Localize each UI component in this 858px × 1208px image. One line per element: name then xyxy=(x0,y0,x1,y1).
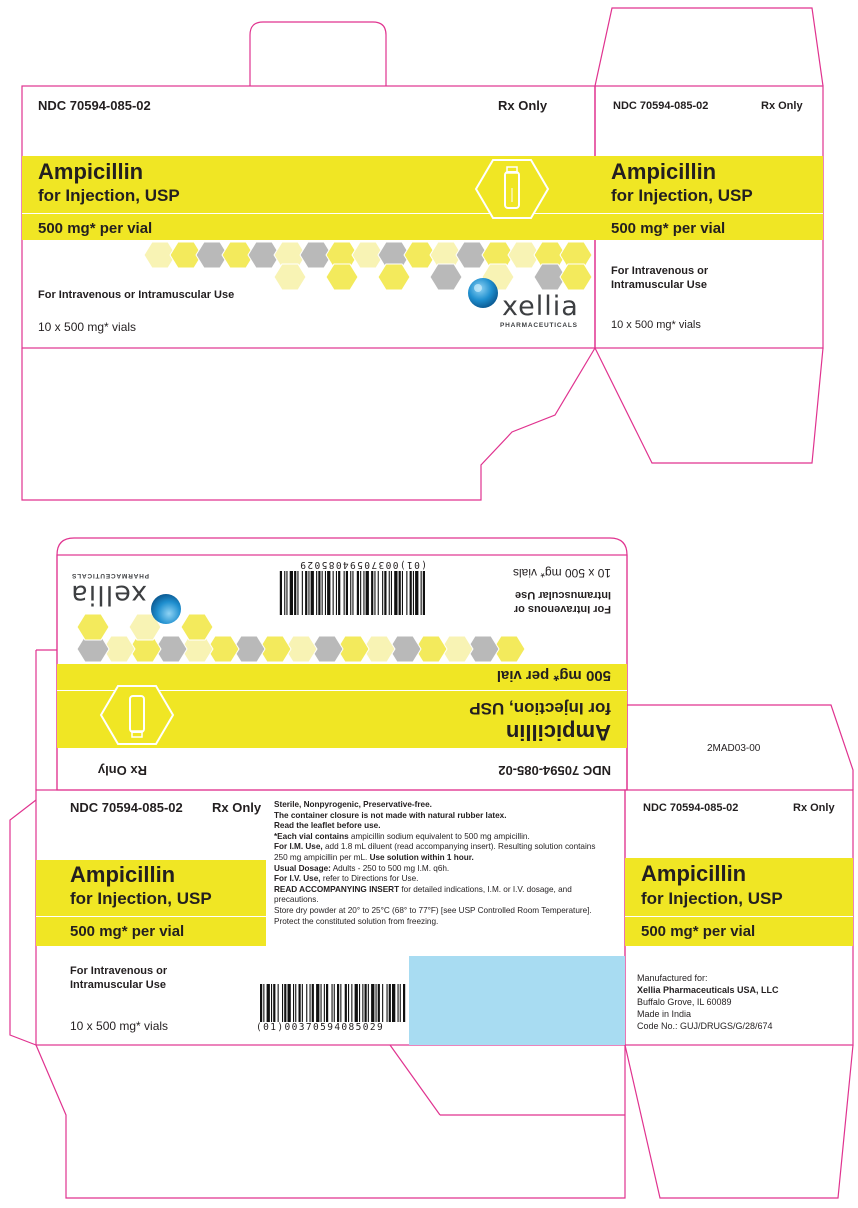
barcode-bar xyxy=(267,984,270,1022)
info-each-vial-label: *Each vial contains xyxy=(274,831,349,841)
barcode-bar xyxy=(316,571,317,615)
barcode-bar xyxy=(295,984,296,1022)
route-of-use-line2: Intramuscular Use xyxy=(70,979,166,991)
barcode-bar xyxy=(366,571,369,615)
back-panel-rotated xyxy=(57,555,627,790)
barcode-bar xyxy=(271,984,272,1022)
strength-divider xyxy=(625,916,853,917)
info-line-leaflet: Read the leaflet before use. xyxy=(274,821,381,831)
barcode-bar xyxy=(378,984,380,1022)
barcode-bar xyxy=(389,984,391,1022)
side-panel-top xyxy=(595,86,823,348)
barcode-bar xyxy=(410,571,412,615)
package-count: 10 x 500 mg* vials xyxy=(70,1019,169,1033)
barcode-bar xyxy=(384,571,386,615)
product-strength: 500 mg* per vial xyxy=(641,923,756,940)
barcode-bar xyxy=(312,984,314,1022)
barcode-bar xyxy=(299,984,301,1022)
product-name: Ampicillin xyxy=(38,159,144,184)
product-subtitle: for Injection, USP xyxy=(38,186,180,205)
side-panel-bottom xyxy=(625,790,853,1045)
info-storage-text: Store dry powder at 20° to 25°C (68° to 77°F) [see USP Controlled Room Temperature]. Protect the constituted solution from freezing. xyxy=(274,905,592,926)
barcode-bar xyxy=(391,571,392,615)
ndc-number: NDC 70594-085-02 xyxy=(38,98,151,113)
barcode-bar xyxy=(355,984,358,1022)
barcode-bar xyxy=(302,984,303,1022)
ndc-number: NDC 70594-085-02 xyxy=(498,763,611,778)
barcode-bar xyxy=(260,984,262,1022)
barcode-bar xyxy=(293,984,294,1022)
rx-only-label: Rx Only xyxy=(97,763,147,778)
rx-only-label: Rx Only xyxy=(761,100,803,112)
barcode-bar xyxy=(344,571,345,615)
package-count: 10 x 500 mg* vials xyxy=(512,566,611,580)
barcode-bar xyxy=(350,571,351,615)
product-name: Ampicillin xyxy=(70,862,176,887)
strength-divider xyxy=(36,916,266,917)
product-subtitle: for Injection, USP xyxy=(469,699,611,718)
barcode-bar xyxy=(322,571,323,615)
barcode-bar xyxy=(376,984,377,1022)
barcode-bar xyxy=(282,984,283,1022)
info-insert-label: READ ACCOMPANYING INSERT xyxy=(274,884,400,894)
barcode-bar xyxy=(316,984,319,1022)
barcode-bar xyxy=(338,571,340,615)
info-each-vial-text: ampicillin sodium equivalent to 500 mg ampicillin. xyxy=(348,831,530,841)
barcode-bar xyxy=(365,984,367,1022)
info-insert-text: for detailed indications, I.M. or I.V. dosage, and precautions. xyxy=(274,884,572,905)
manufacturer-city: Buffalo Grove, IL 60089 xyxy=(637,997,732,1007)
barcode-bar xyxy=(400,984,401,1022)
manufacturer-label: Manufactured for: xyxy=(637,973,708,983)
route-of-use-line2: Intramuscular Use xyxy=(515,589,611,601)
barcode-bar xyxy=(278,984,279,1022)
barcode-bar xyxy=(378,571,379,615)
product-information xyxy=(274,800,610,927)
barcode-bar xyxy=(394,571,397,615)
front-panel-top xyxy=(22,86,595,348)
barcode-bar xyxy=(423,571,425,615)
barcode-bar xyxy=(308,571,309,615)
rx-only-label: Rx Only xyxy=(212,800,262,815)
info-line-sterile: Sterile, Nonpyrogenic, Preservative-free. xyxy=(274,800,432,809)
route-of-use-line1: For Intravenous or xyxy=(611,265,709,277)
product-subtitle: for Injection, USP xyxy=(70,889,212,908)
barcode-bar xyxy=(297,571,298,615)
rx-only-label: Rx Only xyxy=(793,802,835,814)
info-im-use-text: add 1.8 mL diluent (read accompanying insert). Resulting solution contains 250 mg ampicillin per mL. xyxy=(274,842,596,862)
barcode-bar xyxy=(406,571,407,615)
hexagon-pattern xyxy=(142,240,595,292)
barcode-bar xyxy=(403,984,405,1022)
manufacturer-block xyxy=(637,972,847,1032)
barcode-bar xyxy=(288,984,291,1022)
vial-hexagon-icon xyxy=(474,158,550,220)
barcode-bar xyxy=(402,571,403,615)
vial-hexagon-icon xyxy=(99,684,175,746)
manufacturer-code: Code No.: GUJ/DRUGS/G/28/674 xyxy=(637,1021,773,1031)
info-dosage-label: Usual Dosage: xyxy=(274,863,331,873)
barcode-bar xyxy=(284,984,286,1022)
barcode-bar xyxy=(294,571,296,615)
product-name: Ampicillin xyxy=(611,159,717,184)
barcode-digits: (01)00370594085029 xyxy=(256,1022,385,1033)
barcode-bar xyxy=(421,571,422,615)
barcode-bar xyxy=(363,571,364,615)
info-iv-use-text: refer to Directions for Use. xyxy=(320,874,419,884)
barcode-bar xyxy=(415,571,418,615)
manufacturer-company: Xellia Pharmaceuticals USA, LLC xyxy=(637,985,779,995)
front-panel-bottom xyxy=(36,790,625,1045)
product-subtitle: for Injection, USP xyxy=(641,889,783,908)
barcode-bar xyxy=(311,571,314,615)
product-strength: 500 mg* per vial xyxy=(70,923,185,940)
barcode-bar xyxy=(325,571,326,615)
barcode-digits: (01)00370594085029 xyxy=(298,559,427,570)
artwork-code: 2MAD03-00 xyxy=(707,743,761,754)
barcode-bar xyxy=(389,571,390,615)
barcode-bar xyxy=(351,984,352,1022)
barcode-bar xyxy=(368,984,369,1022)
barcode-bar xyxy=(413,571,414,615)
route-of-use: For Intravenous or Intramuscular Use xyxy=(38,289,235,301)
barcode-bar xyxy=(357,571,359,615)
barcode-bar xyxy=(290,571,293,615)
barcode-bar xyxy=(318,571,320,615)
barcode-bar xyxy=(345,984,347,1022)
barcode-bar xyxy=(305,571,307,615)
barcode-bar xyxy=(398,984,399,1022)
barcode-bar xyxy=(359,984,360,1022)
barcode-bar xyxy=(374,571,375,615)
logo-subtitle: PHARMACEUTICALS xyxy=(500,322,578,329)
barcode xyxy=(277,571,427,615)
route-of-use-line1: For Intravenous or xyxy=(70,965,168,977)
barcode-bar xyxy=(346,571,348,615)
barcode-bar xyxy=(387,984,388,1022)
product-name: Ampicillin xyxy=(641,861,747,886)
barcode-bar xyxy=(326,984,328,1022)
info-iv-use-label: For I.V. Use, xyxy=(274,874,321,884)
product-subtitle: for Injection, USP xyxy=(611,186,753,205)
barcode-bar xyxy=(340,984,341,1022)
barcode-bar xyxy=(334,984,335,1022)
barcode-bar xyxy=(336,571,337,615)
product-strength: 500 mg* per vial xyxy=(611,220,726,237)
barcode-bar xyxy=(337,984,339,1022)
barcode-bar xyxy=(371,571,373,615)
info-dosage-text: Adults - 250 to 500 mg I.M. q6h. xyxy=(330,863,450,873)
product-strength: 500 mg* per vial xyxy=(496,667,611,684)
blue-sphere-icon xyxy=(149,592,183,626)
info-im-use-warning: Use solution within 1 hour. xyxy=(367,852,474,862)
package-count: 10 x 500 mg* vials xyxy=(38,320,137,334)
strength-divider xyxy=(595,213,823,214)
barcode xyxy=(258,984,408,1022)
product-strength: 500 mg* per vial xyxy=(38,220,153,237)
barcode-bar xyxy=(360,571,361,615)
barcode-bar xyxy=(263,984,264,1022)
logo-subtitle: PHARMACEUTICALS xyxy=(71,572,149,579)
barcode-bar xyxy=(371,984,374,1022)
barcode-bar xyxy=(399,571,401,615)
ndc-number: NDC 70594-085-02 xyxy=(643,802,739,814)
barcode-bar xyxy=(348,984,349,1022)
route-of-use-line1: For Intravenous or xyxy=(513,603,611,615)
logo-wordmark: xellia xyxy=(502,291,579,322)
barcode-bar xyxy=(310,984,311,1022)
barcode-bar xyxy=(273,984,275,1022)
blue-sphere-icon xyxy=(466,276,500,310)
barcode-bar xyxy=(392,984,395,1022)
barcode-bar xyxy=(332,984,333,1022)
logo-wordmark: xellia xyxy=(70,579,147,610)
info-im-use-label: For I.M. Use, xyxy=(274,842,323,852)
barcode-bar xyxy=(352,571,353,615)
barcode-bar xyxy=(333,571,334,615)
barcode-bar xyxy=(382,984,383,1022)
info-line-latex: The container closure is not made with natural rubber latex. xyxy=(274,810,507,820)
hexagon-pattern xyxy=(57,612,527,664)
barcode-bar xyxy=(302,571,303,615)
route-of-use-line2: Intramuscular Use xyxy=(611,279,707,291)
product-name: Ampicillin xyxy=(505,720,611,745)
blank-print-area xyxy=(409,956,625,1045)
barcode-bar xyxy=(321,984,322,1022)
barcode-bar xyxy=(280,571,282,615)
barcode-bar xyxy=(362,984,363,1022)
barcode-bar xyxy=(306,984,307,1022)
barcode-bar xyxy=(382,571,383,615)
manufacturer-origin: Made in India xyxy=(637,1009,692,1019)
ndc-number: NDC 70594-085-02 xyxy=(70,800,183,815)
ndc-number: NDC 70594-085-02 xyxy=(613,100,709,112)
package-count: 10 x 500 mg* vials xyxy=(611,319,701,331)
barcode-bar xyxy=(284,571,285,615)
barcode-bar xyxy=(327,571,330,615)
rx-only-label: Rx Only xyxy=(498,98,548,113)
barcode-bar xyxy=(286,571,287,615)
barcode-bar xyxy=(324,984,325,1022)
